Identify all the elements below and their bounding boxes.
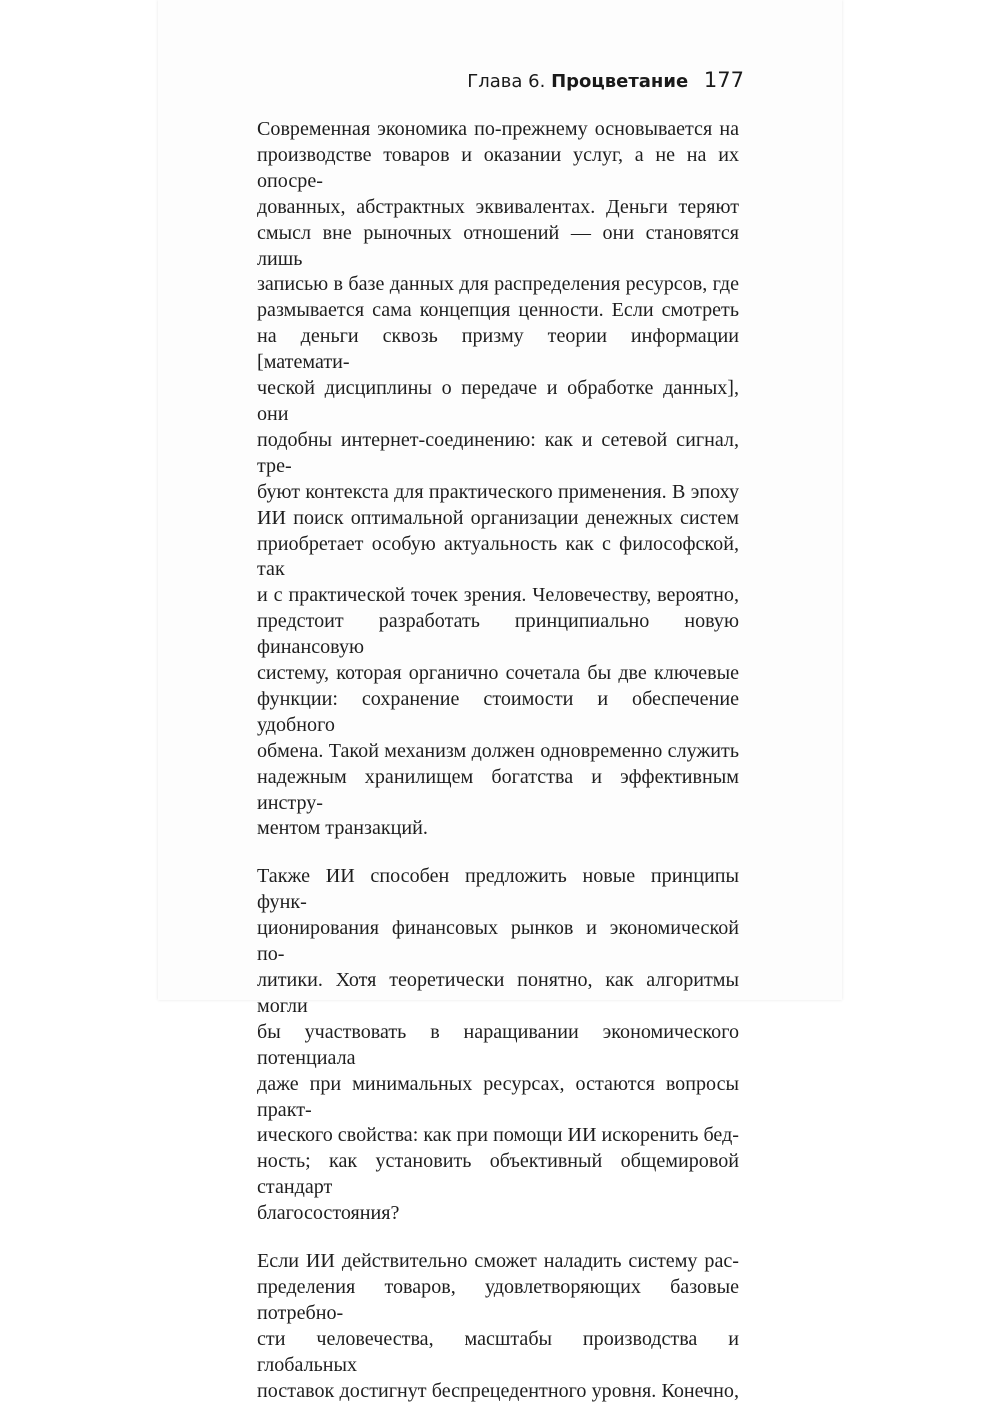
text-line: надежным хранилищем богатства и эффективным инстру-: [257, 765, 739, 814]
text-line: ционирования финансовых рынков и экономической по-: [257, 917, 739, 966]
text-line: производстве товаров и оказании услуг, а не на их опосре-: [257, 143, 739, 192]
text-line: ментом транзакций.: [257, 817, 428, 840]
text-line: пределения товаров, удовлетворяющих базовые потребно-: [257, 1275, 739, 1324]
text-line: даже при минимальных ресурсах, остаются вопросы практ-: [257, 1072, 739, 1121]
text-line: подобны интернет-соединению: как и сетевой сигнал, тре-: [257, 428, 739, 477]
text-line: литики. Хотя теоретически понятно, как алгоритмы могли: [257, 969, 739, 1017]
page-number: 177: [703, 68, 744, 92]
text-line: ческой дисциплины о передаче и обработке данных], они: [257, 377, 739, 425]
chapter-title: Процветание: [551, 71, 689, 92]
text-line: и с практической точек зрения. Человечеству, вероятно,: [257, 584, 739, 607]
text-line: буют контекста для практического применения. В эпоху: [257, 480, 739, 503]
text-line: Если ИИ действительно сможет наладить систему рас-: [257, 1250, 739, 1273]
text-line: ность; как установить объективный общемировой стандарт: [257, 1150, 739, 1199]
text-line: систему, которая органично сочетала бы две ключевые: [257, 662, 739, 685]
running-header: [467, 66, 744, 96]
text-line: обмена. Такой механизм должен одновременно служить: [257, 739, 739, 762]
body-text: [257, 117, 739, 1427]
text-line: на деньги сквозь призму теории информации [математи-: [257, 325, 739, 374]
text-line: ИИ поиск оптимальной организации денежных систем: [257, 506, 739, 529]
text-line: приобретает особую актуальность как с философской, так: [257, 532, 739, 581]
text-line: записью в базе данных для распределения ресурсов, где: [257, 273, 739, 296]
text-line: дованных, абстрактных эквивалентах. Деньги теряют: [257, 195, 739, 218]
text-line: функции: сохранение стоимости и обеспечение удобного: [257, 687, 739, 736]
text-line: предстоит разработать принципиально новую финансовую: [257, 610, 739, 659]
text-line: бы участвовать в наращивании экономического потенциала: [257, 1020, 739, 1069]
text-line: размывается сама концепция ценности. Если смотреть: [257, 299, 739, 322]
text-line: Также ИИ способен предложить новые принципы функ-: [257, 865, 739, 914]
paragraph: [257, 117, 739, 842]
text-line: сти человечества, масштабы производства и глобальных: [257, 1327, 739, 1376]
paragraph: [257, 1249, 739, 1404]
text-line: смысл вне рыночных отношений — они становятся лишь: [257, 221, 739, 270]
paragraph: [257, 864, 739, 1227]
text-line: благосостояния?: [257, 1202, 400, 1225]
text-line: Современная экономика по-прежнему основывается на: [257, 118, 739, 140]
text-line: ического свойства: как при помощи ИИ искоренить бед-: [257, 1124, 739, 1147]
chapter-label: Глава 6.: [467, 71, 546, 92]
text-line: поставок достигнут беспрецедентного уровня. Конечно,: [257, 1379, 739, 1402]
